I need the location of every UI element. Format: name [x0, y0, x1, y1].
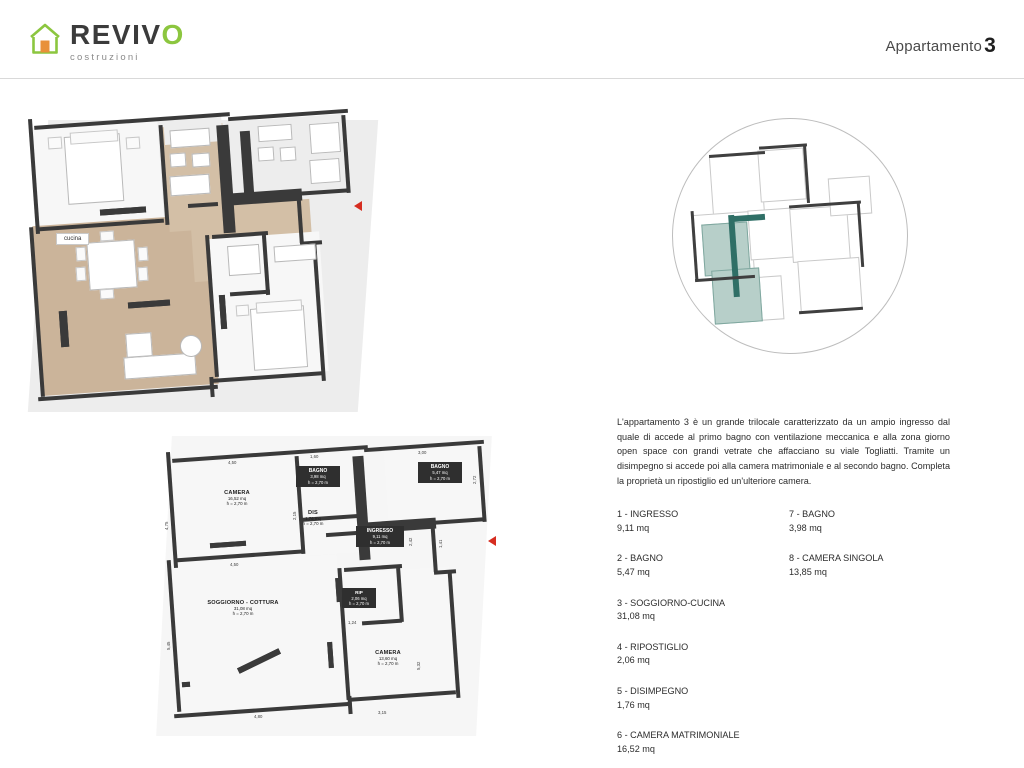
- room-tag-ingresso: INGRESSO 9,11 mq h = 2,70 m: [356, 526, 404, 547]
- room-area: 2,06 mq: [617, 655, 650, 666]
- north-arrow-icon: [354, 201, 362, 211]
- armchair-furniture: [125, 332, 153, 358]
- key-plan-locator: [672, 118, 908, 354]
- room-area: 3,98 mq: [789, 522, 822, 533]
- room-label-disimpegno: DIS 1,76 mq h = 2,70 m: [302, 510, 324, 526]
- dimension-label: 1,24: [348, 620, 357, 625]
- dimension-label: 2,72: [472, 475, 477, 484]
- room-tag-ripostiglio: RIP 2,06 mq h = 2,70 m: [342, 588, 376, 608]
- room-label-camera-2: CAMERA 13,60 mq h = 2,70 m: [375, 650, 401, 666]
- dining-table: [86, 239, 137, 290]
- header-divider: [0, 78, 1024, 79]
- apartment-title: [885, 34, 996, 58]
- nightstand: [48, 137, 63, 150]
- room-name: 3 - SOGGIORNO-CUCINA: [617, 597, 726, 608]
- logo-wordmark-text: REVIVO: [70, 19, 185, 50]
- dimension-label: 1,60: [310, 454, 319, 459]
- room-name: 4 - RIPOSTIGLIO: [617, 641, 689, 652]
- bath-fixture: [257, 124, 292, 142]
- room-label-soggiorno: SOGGIORNO - COTTURA 31,08 mq h = 2,70 m: [207, 600, 279, 616]
- technical-floor-plan: [150, 420, 530, 750]
- house-logo-icon: [28, 22, 62, 56]
- room-name: 2 - BAGNO: [617, 553, 663, 564]
- room-entry: [617, 729, 789, 756]
- chair: [76, 267, 87, 282]
- room-name: 5 - DISIMPEGNO: [617, 686, 689, 697]
- room-entry: [617, 552, 789, 579]
- chair: [100, 289, 115, 300]
- chair: [76, 247, 87, 262]
- apartment-title-text: Appartamento: [885, 38, 983, 55]
- window-mark: [182, 682, 190, 688]
- room-tag-bagno-2: BAGNO 5,47 mq h = 2,70 m: [418, 462, 462, 483]
- room-tag-bagno-1: BAGNO 3,98 mq h = 2,70 m: [296, 466, 340, 487]
- room-entry: [617, 641, 789, 668]
- room-area: 5,47 mq: [617, 566, 650, 577]
- wc-fixture: [170, 152, 187, 167]
- dimension-label: 5,32: [416, 661, 421, 670]
- dimension-label: 3,15: [378, 710, 387, 715]
- dimension-label: 2,42: [408, 537, 413, 546]
- room-area: 13,85 mq: [789, 566, 827, 577]
- nightstand: [126, 137, 141, 150]
- room-label-camera-1: CAMERA 16,52 mq h = 2,70 m: [224, 490, 250, 506]
- logo-subtitle: costruzioni: [70, 52, 140, 63]
- cucina-label-tab: cucina: [56, 233, 89, 245]
- room-entry: [789, 508, 961, 535]
- bath-fixture: [169, 128, 210, 149]
- dimension-label: 3,00: [418, 450, 427, 455]
- dimension-label: 1,41: [438, 539, 443, 548]
- apartment-number: 3: [984, 34, 996, 57]
- logo-wordmark: [70, 21, 185, 49]
- apartment-description: L'appartamento 3 è un grande trilocale caratterizzato da un ampio ingresso dal quale di accede al primo bagno con ventilazione meccanica e alla zona giorno open space con grandi vetrate che affacciano su viale Togliatti. Tramite un disimpegno si accede poi alla camera matrimoniale e al secondo bagno. Completa la proprietà un ripostiglio ed un'ulteriore camera.: [617, 417, 950, 486]
- dimension-label: 4,75: [164, 521, 169, 530]
- dimension-label: 4,80: [254, 714, 263, 719]
- dimension-label: 2,15: [292, 511, 297, 520]
- dimension-label: 4,50: [228, 460, 237, 465]
- room-entry: [617, 685, 789, 712]
- room-area: 16,52 mq: [617, 744, 655, 755]
- room-name: 6 - CAMERA MATRIMONIALE: [617, 730, 740, 741]
- shower-fixture: [309, 122, 341, 154]
- room-name: 7 - BAGNO: [789, 509, 835, 519]
- furnished-floor-plan: [14, 95, 404, 415]
- room-list-column-right: [789, 508, 961, 597]
- dimension-label: 5,45: [166, 641, 171, 650]
- sink-fixture: [280, 146, 297, 161]
- room-area: 31,08 mq: [617, 611, 655, 622]
- dimension-label: 4,50: [230, 562, 239, 567]
- cabinet-furniture: [309, 158, 341, 184]
- north-arrow-icon: [488, 536, 496, 546]
- nightstand: [236, 305, 250, 317]
- bed-furniture: [250, 305, 308, 371]
- page-header: [0, 0, 1024, 78]
- room-entry: [789, 552, 961, 579]
- chair: [138, 247, 149, 262]
- wardrobe-furniture: [227, 244, 261, 276]
- room-name: 1 - INGRESSO: [617, 509, 679, 519]
- room-area: 9,11 mq: [617, 522, 650, 533]
- room-name: 8 - CAMERA SINGOLA: [789, 553, 884, 564]
- room-list-column-left: [617, 508, 789, 768]
- wc-fixture: [258, 146, 275, 161]
- cabinet-furniture: [273, 244, 316, 263]
- room-entry: [617, 597, 789, 624]
- chair: [138, 267, 149, 282]
- room-entry: [617, 508, 789, 535]
- shower-fixture: [169, 174, 210, 197]
- brand-logo: [28, 19, 185, 64]
- room-area: 1,76 mq: [617, 699, 650, 710]
- chair: [100, 231, 115, 242]
- sink-fixture: [192, 152, 211, 167]
